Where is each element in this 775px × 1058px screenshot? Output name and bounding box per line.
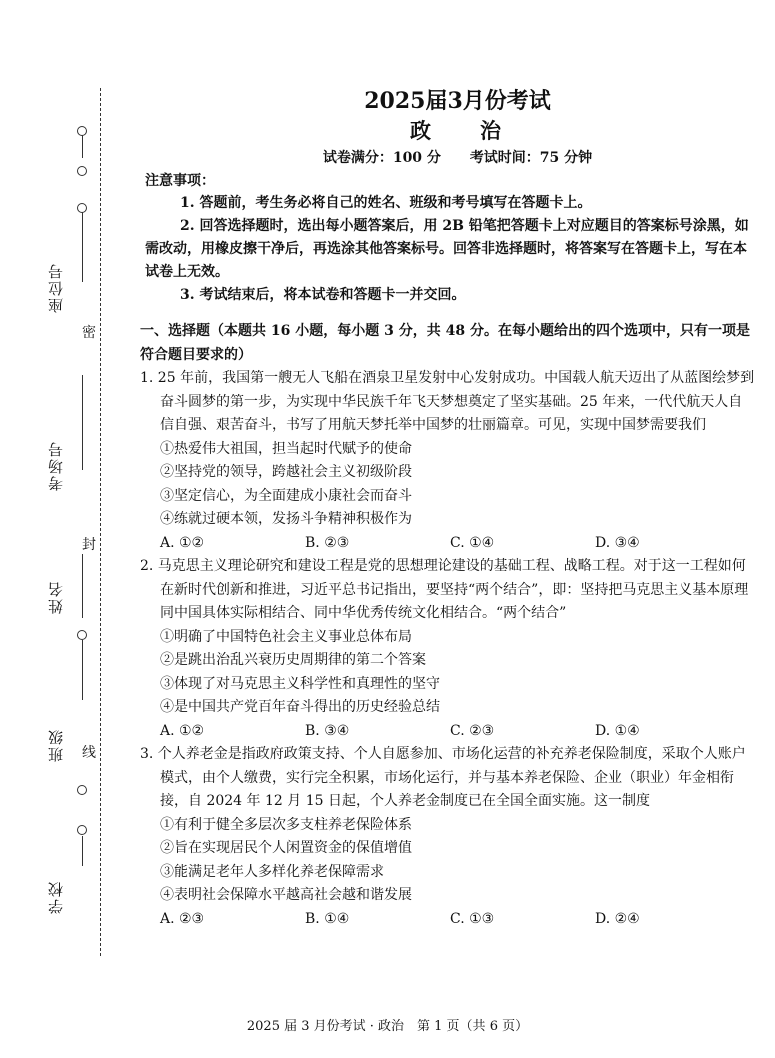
binding-dashed-line bbox=[100, 88, 101, 956]
choice-b: B. ①④ bbox=[305, 910, 350, 927]
question-option: ①明确了中国特色社会主义事业总体布局 bbox=[160, 628, 412, 645]
choice-d: D. ①④ bbox=[595, 722, 640, 739]
answer-choices bbox=[140, 720, 755, 744]
school-label: 学校 bbox=[47, 880, 65, 914]
question-stem: 2. 马克思主义理论研究和建设工程是党的思想理论建设的基础工程、战略工程。对于这一工程如何在新时代创新和推进，习近平总书记指出，要坚持“两个结合”，即：坚持把马克思主义基本原理同中国具体实际相结合、同中华优秀传统文化相结合。“两个结合” bbox=[140, 558, 749, 621]
exam-title: 2025届3月份考试 bbox=[364, 88, 551, 114]
choice-c: C. ①④ bbox=[450, 534, 495, 551]
section-title: 一、选择题（本题共 16 小题，每小题 3 分，共 48 分。在每小题给出的四个选项中，只有一项是符合题目要求的） bbox=[140, 323, 750, 363]
question-stem: 1. 25 年前，我国第一艘无人飞船在酒泉卫星发射中心发射成功。中国载人航天迈出了从蓝图绘梦到奋斗圆梦的第一步，为实现中华民族千年飞天梦想奠定了坚实基础。25 年来，一代代航天人自信自强、艰苦奋斗，书写了用航天梦托举中国梦的壮丽篇章。可见，实现中国梦需要我们 bbox=[140, 370, 755, 433]
answer-choices bbox=[140, 532, 755, 556]
question-option: ①有利于健全多层次多支柱养老保险体系 bbox=[160, 816, 412, 833]
choice-a: A. ①② bbox=[160, 722, 205, 739]
binding-strip bbox=[0, 0, 110, 1000]
choice-c: C. ①③ bbox=[450, 910, 495, 927]
choice-b: B. ②③ bbox=[305, 534, 350, 551]
exam-time: 考试时间：75 分钟 bbox=[469, 150, 593, 166]
answer-choices bbox=[140, 908, 755, 932]
binding-line bbox=[82, 640, 83, 700]
question-stem: 3. 个人养老金是指政府政策支持、个人自愿参加、市场化运营的补充养老保险制度，采取个人账户模式，由个人缴费，实行完全积累，市场化运行，并与基本养老保险、企业（职业）年金相衔接，自 2024 年 12 月 15 日起，个人养老金制度已在全国全面实施。这一制度 bbox=[140, 746, 746, 809]
question-option: ②旨在实现居民个人闲置资金的保值增值 bbox=[160, 840, 412, 856]
binding-line bbox=[82, 548, 83, 618]
choice-a: A. ①② bbox=[160, 534, 205, 551]
seat-number-label: 座位号 bbox=[47, 262, 65, 313]
exam-content bbox=[140, 86, 755, 931]
choice-b: B. ③④ bbox=[305, 722, 350, 739]
choice-a: A. ②③ bbox=[160, 910, 205, 927]
binding-hole bbox=[77, 785, 87, 795]
note-item: 1. 答题前，考生务必将自己的姓名、班级和考号填写在答题卡上。 bbox=[180, 195, 592, 211]
name-label: 姓名 bbox=[47, 580, 65, 614]
seal-char-mi: 密 bbox=[80, 322, 98, 342]
question-2 bbox=[140, 555, 755, 743]
question-option: ①热爱伟大祖国，担当起时代赋予的使命 bbox=[160, 440, 412, 457]
question-option: ④是中国共产党百年奋斗得出的历史经验总结 bbox=[160, 699, 440, 715]
binding-line bbox=[82, 212, 83, 282]
question-option: ②是跳出治乱兴衰历史周期律的第二个答案 bbox=[160, 652, 426, 668]
question-option: ②坚持党的领导，跨越社会主义初级阶段 bbox=[160, 464, 412, 480]
binding-line bbox=[82, 836, 83, 866]
full-score: 试卷满分：100 分 bbox=[322, 150, 441, 166]
note-item: 2. 回答选择题时，选出每小题答案后，用 2B 铅笔把答题卡上对应题目的答案标号涂黑，如需改动，用橡皮擦干净后，再选涂其他答案标号。回答非选择题时，将答案写在答题卡上，写在本试卷上无效。 bbox=[145, 218, 749, 280]
question-option: ③能满足老年人多样化养老保障需求 bbox=[160, 863, 384, 880]
question-option: ③体现了对马克思主义科学性和真理性的坚守 bbox=[160, 675, 440, 692]
exam-room-label: 考场号 bbox=[47, 440, 65, 491]
choice-c: C. ②③ bbox=[450, 722, 495, 739]
question-1 bbox=[140, 367, 755, 555]
binding-hole bbox=[77, 166, 87, 176]
exam-subject: 政 治 bbox=[410, 118, 515, 143]
binding-hole bbox=[77, 126, 87, 136]
seal-char-feng: 封 bbox=[80, 534, 98, 554]
exam-meta bbox=[160, 146, 755, 170]
question-option: ③坚定信心，为全面建成小康社会而奋斗 bbox=[160, 487, 412, 504]
choice-d: D. ③④ bbox=[595, 534, 640, 551]
binding-hole bbox=[77, 630, 87, 640]
question-3 bbox=[140, 743, 755, 931]
binding-line bbox=[82, 375, 83, 470]
class-label: 班级 bbox=[47, 728, 65, 762]
binding-hole bbox=[77, 825, 87, 835]
question-option: ④表明社会保障水平越高社会越和谐发展 bbox=[160, 887, 412, 903]
seal-char-xian: 线 bbox=[80, 742, 98, 762]
page-footer: 2025 届 3 月份考试 · 政治 第 1 页（共 6 页） bbox=[246, 1019, 529, 1034]
question-option: ④练就过硬本领，发扬斗争精神积极作为 bbox=[160, 511, 412, 527]
choice-d: D. ②④ bbox=[595, 910, 640, 927]
notes-heading: 注意事项： bbox=[145, 173, 215, 189]
note-item: 3. 考试结束后，将本试卷和答题卡一并交回。 bbox=[180, 287, 466, 303]
